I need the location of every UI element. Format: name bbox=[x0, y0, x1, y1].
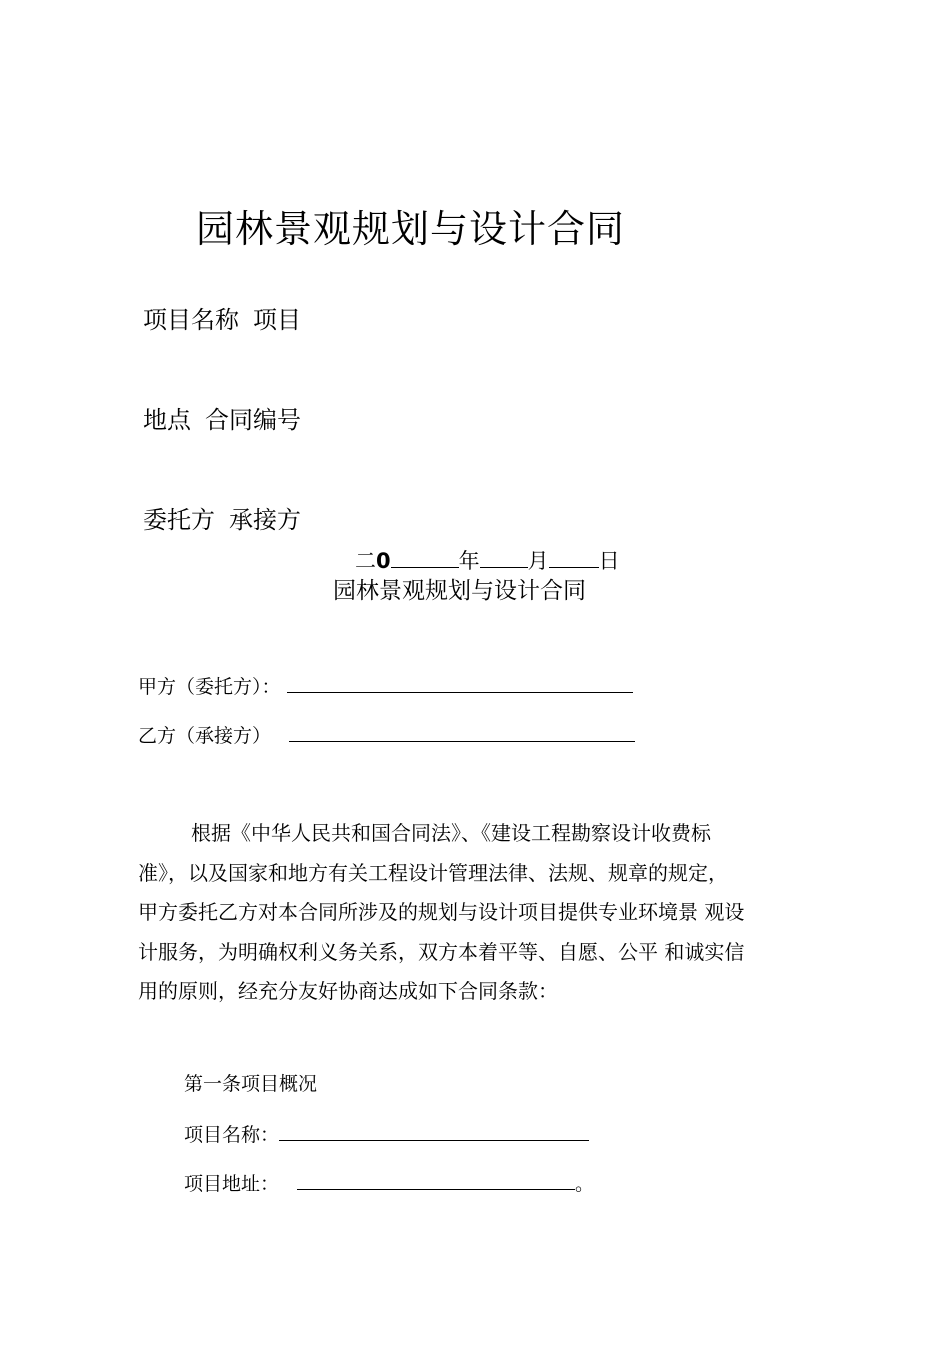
article-1-address-blank bbox=[297, 1171, 575, 1190]
date-line bbox=[355, 545, 620, 575]
date-prefix: 二 bbox=[355, 549, 376, 573]
preamble-paragraph bbox=[138, 814, 818, 1012]
contract-title: 园林景观规划与设计合同 bbox=[333, 578, 586, 604]
party-a-blank bbox=[287, 674, 633, 693]
month-blank bbox=[480, 549, 528, 568]
preamble-line: 计服务，为明确权利义务关系，双方本着平等、自愿、公平 和诚实信 bbox=[138, 939, 745, 964]
party-a-label: 甲方（委托方）： bbox=[138, 676, 281, 698]
contractor-label: 承接方 bbox=[229, 506, 301, 534]
contract-number-label: 合同编号 bbox=[205, 406, 301, 434]
article-1-title: 第一条项目概况 bbox=[184, 1073, 318, 1095]
preamble-line: 根据《中华人民共和国合同法》、《建设工程勘察设计收费标 bbox=[191, 821, 711, 845]
cover-location-row bbox=[143, 400, 301, 435]
party-b-label: 乙方（承接方） bbox=[138, 725, 272, 747]
date-zero: 0 bbox=[376, 549, 391, 573]
client-label: 委托方 bbox=[143, 506, 215, 534]
article-1-name-label: 项目名称： bbox=[184, 1124, 280, 1146]
article-1-address-row bbox=[184, 1169, 594, 1196]
party-b-blank bbox=[289, 723, 635, 742]
day-blank bbox=[549, 549, 599, 568]
article-1-address-end: 。 bbox=[575, 1173, 595, 1195]
article-1-name-blank bbox=[279, 1122, 589, 1141]
party-a-row bbox=[138, 672, 633, 699]
preamble-line: 用的原则，经充分友好协商达成如下合同条款： bbox=[138, 979, 558, 1003]
preamble-line: 甲方委托乙方对本合同所涉及的规划与设计项目提供专业环境景 观设 bbox=[138, 900, 745, 924]
cover-title: 园林景观规划与设计合同 bbox=[196, 207, 626, 251]
article-1-name-row bbox=[184, 1120, 589, 1147]
location-label: 地点 bbox=[143, 406, 191, 434]
article-1-address-label: 项目地址： bbox=[184, 1173, 280, 1195]
cover-parties-row bbox=[143, 500, 301, 535]
preamble-line: 准》，以及国家和地方有关工程设计管理法律、法规、规章的规定， bbox=[138, 860, 728, 885]
cover-project-row bbox=[143, 300, 301, 335]
date-day: 日 bbox=[598, 549, 620, 573]
party-b-row bbox=[138, 721, 635, 748]
year-blank bbox=[391, 549, 459, 568]
date-month: 月 bbox=[527, 549, 549, 573]
project-label: 项目 bbox=[253, 306, 301, 334]
date-year: 年 bbox=[458, 549, 480, 573]
project-name-label: 项目名称 bbox=[143, 306, 239, 334]
